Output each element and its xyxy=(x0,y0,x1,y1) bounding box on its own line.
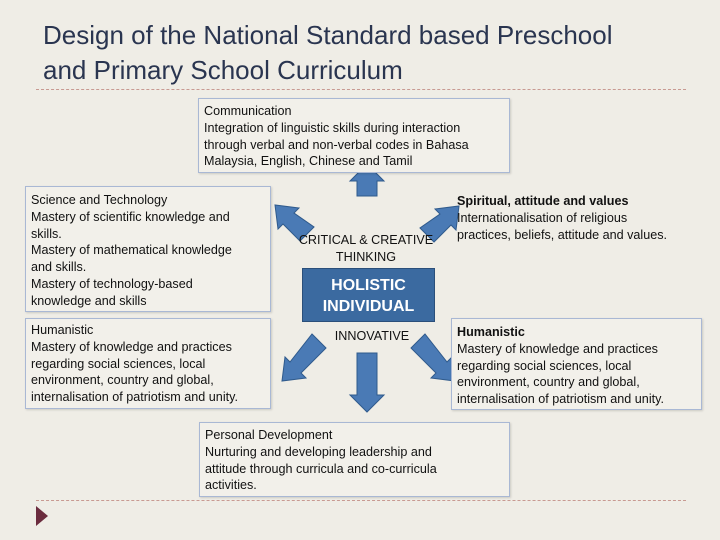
holistic-label-line-2: INDIVIDUAL xyxy=(322,298,415,315)
footer-divider xyxy=(36,500,686,501)
science-line-5: Mastery of technology-based xyxy=(31,276,193,291)
communication-line-3: Malaysia, English, Chinese and Tamil xyxy=(204,154,413,169)
personal-line-3: activities. xyxy=(205,478,257,493)
communication-box xyxy=(198,98,510,173)
humanistic-left-box xyxy=(25,318,271,409)
communication-line-2: through verbal and non-verbal codes in Bahasa xyxy=(204,137,469,152)
critical-creative-thinking-label: CRITICAL & CREATIVE THINKING xyxy=(298,233,434,264)
arrow-down-icon xyxy=(350,353,384,412)
humanistic-left-line-1: Mastery of knowledge and practices xyxy=(31,339,232,354)
science-heading: Science and Technology xyxy=(31,193,168,207)
humanistic-left-line-2: regarding social sciences, local xyxy=(31,356,206,371)
science-technology-box xyxy=(25,186,271,312)
humanistic-left-line-3: environment, country and global, xyxy=(31,373,214,388)
personal-heading: Personal Development xyxy=(205,428,333,442)
humanistic-right-line-2: regarding social sciences, local xyxy=(457,358,632,373)
slide-title-line-2: and Primary School Curriculum xyxy=(43,55,403,85)
personal-line-1: Nurturing and developing leadership and xyxy=(205,444,432,459)
humanistic-left-heading: Humanistic xyxy=(31,323,94,337)
slide-marker-icon xyxy=(36,506,48,526)
humanistic-right-heading: Humanistic xyxy=(457,325,525,339)
slide-title-line-1: Design of the National Standard based Preschool xyxy=(43,20,613,50)
spiritual-line-2: practices, beliefs, attitude and values. xyxy=(457,227,668,242)
science-line-1: Mastery of scientific knowledge and xyxy=(31,209,230,224)
science-line-6: knowledge and skills xyxy=(31,293,147,308)
holistic-individual-box xyxy=(302,268,435,322)
spiritual-line-1: Internationalisation of religious xyxy=(457,210,628,225)
spiritual-block xyxy=(457,193,707,243)
science-line-4: and skills. xyxy=(31,260,87,275)
humanistic-right-box xyxy=(451,318,702,410)
communication-line-1: Integration of linguistic skills during interaction xyxy=(204,120,461,135)
spiritual-heading: Spiritual, attitude and values xyxy=(457,194,629,208)
holistic-label-line-1: HOLISTIC xyxy=(331,277,406,294)
science-line-3: Mastery of mathematical knowledge xyxy=(31,243,232,258)
innovative-label: INNOVATIVE xyxy=(334,329,410,343)
communication-heading: Communication xyxy=(204,104,292,118)
humanistic-right-line-1: Mastery of knowledge and practices xyxy=(457,341,658,356)
science-line-2: skills. xyxy=(31,226,62,241)
humanistic-left-line-4: internalisation of patriotism and unity. xyxy=(31,390,238,405)
personal-development-box xyxy=(199,422,510,497)
humanistic-right-line-3: environment, country and global, xyxy=(457,375,640,390)
humanistic-right-line-4: internalisation of patriotism and unity. xyxy=(457,392,664,407)
personal-line-2: attitude through curricula and co-curricula xyxy=(205,461,437,476)
